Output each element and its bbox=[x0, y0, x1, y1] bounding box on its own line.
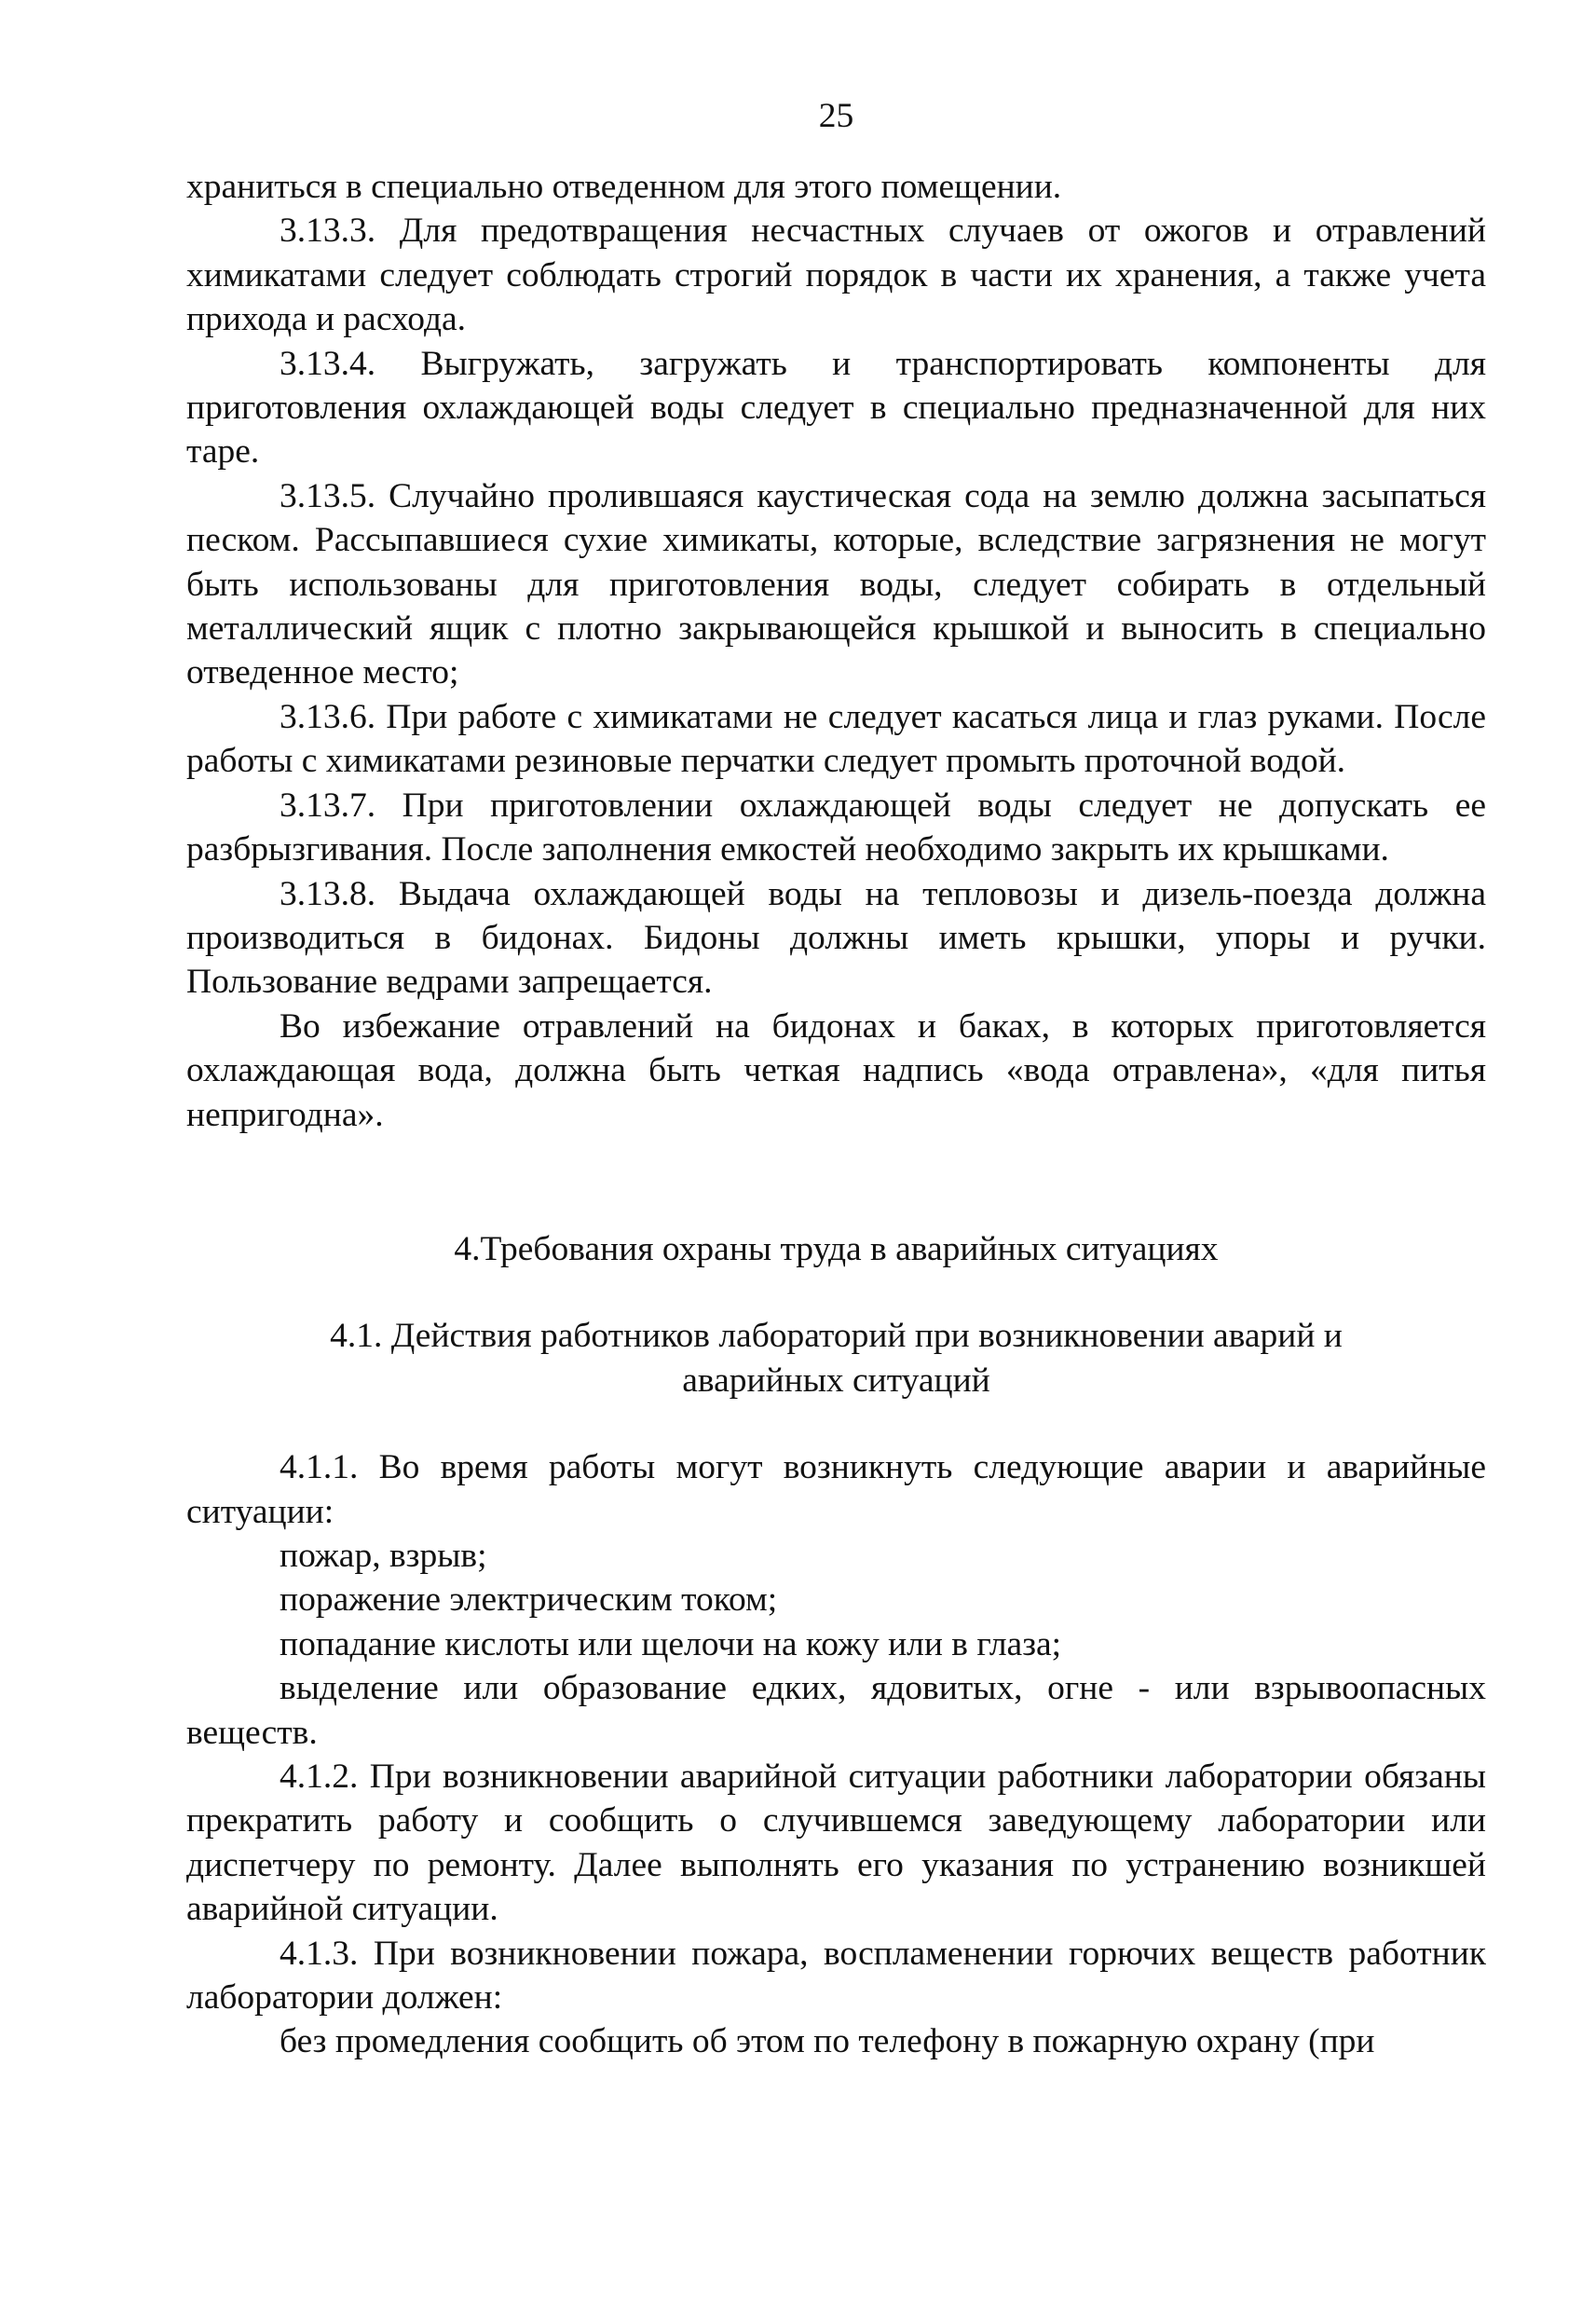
list-item-fire: пожар, взрыв; bbox=[280, 1536, 487, 1575]
paragraph-4-1-2: 4.1.2. При возникновении аварийной ситуации работники лаборатории обязаны прекратить работу и сообщить о случившемся заведующему лаборатории или диспетчеру по ремонту. Далее выполнять его указания по устранению возникшей аварийной ситуации. bbox=[186, 1758, 1486, 1929]
paragraph-continuation: храниться в специально отведенном для этого помещении. bbox=[186, 168, 1062, 206]
section-spacer bbox=[186, 1137, 1486, 1227]
paragraph-3-13-3: 3.13.3. Для предотвращения несчастных случаев от ожогов и отравлений химикатами следует соблюдать строгий порядок в части их хранения, а также учета прихода и расхода. bbox=[186, 212, 1486, 339]
heading-spacer bbox=[186, 1271, 1486, 1314]
list-item-electric-shock: поражение электрическим током; bbox=[280, 1580, 778, 1620]
paragraph-3-13-5: 3.13.5. Случайно пролившаяся каустическая сода на землю должна засыпаться песком. Рассыпавшиеся сухие химикаты, которые, вследствие загрязнения не могут быть использованы для приготовления воды, следует собирать в отдельный металлический ящик с плотно закрывающейся крышкой и выносить в специально отведенное место; bbox=[186, 476, 1486, 692]
paragraph-warning-label: Во избежание отравлений на бидонах и баках, в которых приготовляется охлаждающая вода, должна быть четкая надпись «вода отравлена», «для питья непригодна». bbox=[186, 1006, 1486, 1134]
paragraph-last-fragment: без промедления сообщить об этом по телефону в пожарную охрану (при bbox=[280, 2022, 1375, 2061]
page-number: 25 bbox=[818, 97, 854, 135]
document-page bbox=[186, 89, 1486, 2064]
subheading-spacer bbox=[186, 1402, 1486, 1445]
paragraph-4-1-3: 4.1.3. При возникновении пожара, воспламенении горючих веществ работник лаборатории должен: bbox=[186, 1934, 1486, 2018]
paragraph-3-13-7: 3.13.7. При приготовлении охлаждающей воды следует не допускать ее разбрызгивания. После заполнения емкостей необходимо закрыть их крышками. bbox=[186, 786, 1486, 869]
list-item-acid-contact: попадание кислоты или щелочи на кожу или в глаза; bbox=[280, 1624, 1062, 1663]
paragraph-4-1-1: 4.1.1. Во время работы могут возникнуть следующие аварии и аварийные ситуации: bbox=[186, 1448, 1486, 1531]
paragraph-3-13-4: 3.13.4. Выгружать, загружать и транспортировать компоненты для приготовления охлаждающей воды следует в специально предназначенной для них таре. bbox=[186, 344, 1486, 472]
section-4-1-subtitle: 4.1. Действия работников лабораторий при возникновении аварий и аварийных ситуаций bbox=[330, 1317, 1343, 1400]
section-4-title: 4.Требования охраны труда в аварийных ситуациях bbox=[454, 1229, 1219, 1268]
list-item-hazardous-substances: выделение или образование едких, ядовитых, огне - или взрывоопасных веществ. bbox=[186, 1669, 1486, 1752]
paragraph-3-13-8: 3.13.8. Выдача охлаждающей воды на тепловозы и дизель-поезда должна производиться в бидонах. Бидоны должны иметь крышки, упоры и ручки. Пользование ведрами запрещается. bbox=[186, 874, 1486, 1002]
paragraph-3-13-6: 3.13.6. При работе с химикатами не следует касаться лица и глаз руками. После работы с химикатами резиновые перчатки следует промыть проточной водой. bbox=[186, 697, 1486, 781]
